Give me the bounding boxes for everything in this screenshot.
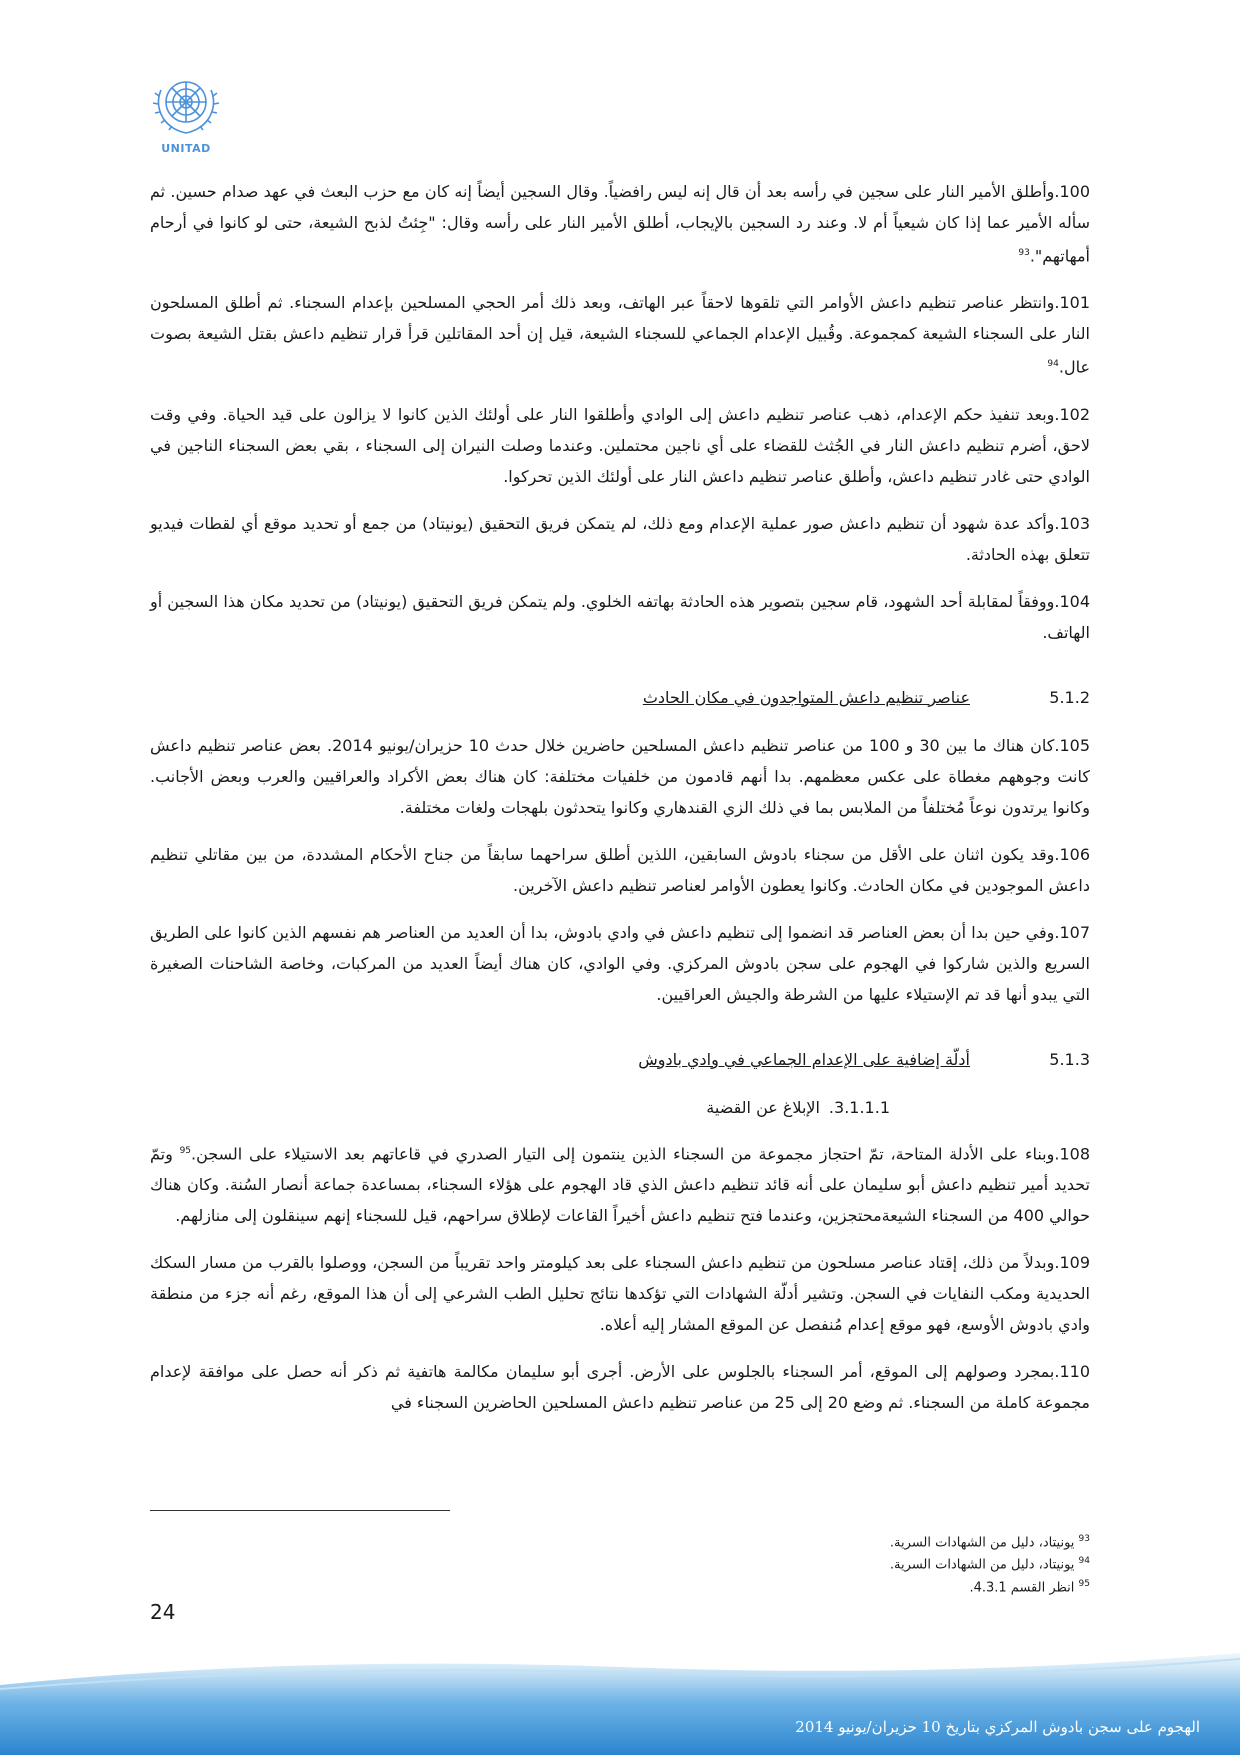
paragraph-number: 100 [1059, 182, 1090, 201]
logo-text: UNITAD [161, 142, 211, 155]
paragraph-103 [150, 508, 1090, 570]
unitad-logo [145, 70, 227, 155]
paragraph-text: .وانتظر عناصر تنظيم داعش الأوامر التي تلقوها لاحقاً عبر الهاتف، وبعد ذلك أمر الحجي المسلحين بإعدام السجناء. ثم أطلق المسلحون النار على السجناء الشيعة كمجموعة. وقُبيل الإعدام الجماعي للسجناء الشيعة، قيل إن أحد المقاتلين قرأ قرار تنظيم داعش بقتل الشيعة بصوت عال. [150, 293, 1090, 377]
footer-wave-graphic [0, 1645, 1240, 1705]
paragraph-104 [150, 586, 1090, 648]
paragraph-109 [150, 1247, 1090, 1340]
footnote-ref[interactable]: 93 [1018, 248, 1030, 258]
main-content [150, 176, 1090, 1434]
footnote-ref[interactable]: 95 [179, 1145, 192, 1156]
footnote-text: يونيتاد، دليل من الشهادات السرية. [889, 1535, 1075, 1551]
section-title: أدلّة إضافية على الإعدام الجماعي في وادي بادوش [638, 1049, 970, 1069]
footnote-number: 95 [1078, 1578, 1090, 1589]
paragraph-text: .وبدلاً من ذلك، إقتاد عناصر مسلحون من تنظيم داعش السجناء على بعد كيلومتر واحد تقريباً من السجن، ووصلوا بالقرب من مسار السكك الحديدية ومكب النفايات في السجن. وتشير أدلّة الشهادات التي تؤكدها نتائج تحليل الطب الشرعي إلى أن هذا الموقع، رغم أنه جزء من منطقة وادي بادوش الأوسع، فهو موقع إعدام مُنفصل عن الموقع المشار إليه أعلاه. [150, 1252, 1090, 1334]
footer-band [0, 1645, 1240, 1755]
paragraph-106 [150, 839, 1090, 901]
paragraph-text: .وفي حين بدا أن بعض العناصر قد انضموا إلى تنظيم داعش في وادي بادوش، بدا أن العديد من العناصر هم نفسهم الذين كانوا على الطريق السريع والذين شاركوا في الهجوم على سجن بادوش المركزي. وفي الوادي، كان هناك أيضاً العديد من المركبات، وخاصة الشاحنات الصغيرة التي يبدو أنها قد تم الإستيلاء عليها من الشرطة والجيش العراقيين. [150, 922, 1090, 1004]
footnote-number: 94 [1078, 1556, 1090, 1567]
footnote-ref[interactable]: 94 [1047, 359, 1059, 370]
footer-title: الهجوم على سجن بادوش المركزي بتاريخ 10 حزيران/يونيو 2014 [795, 1718, 1200, 1736]
paragraph-text-continued: وتمّ تحديد أمير تنظيم داعش أبو سليمان على أنه قائد تنظيم داعش الذي قاد الهجوم على هؤلاء السجناء، بمساعدة جماعة أنصار السُنة. وكان هناك حوالي 400 من السجناء الشيعةمحتجزين، وعندما فتح تنظيم داعش أخيراً القاعات لإطلاق سراحهم، قيل للسجناء إنهم سينقلون إلى منازلهم. [150, 1143, 1090, 1225]
paragraph-number: 108 [1059, 1143, 1090, 1163]
paragraph-text: .وقد يكون اثنان على الأقل من سجناء بادوش السابقين، اللذين أطلق سراحهما سابقاً من جناح الأحكام المشددة، من بين مقاتلي تنظيم داعش الموجودين في مكان الحادث. وكانوا يعطون الأوامر لعناصر تنظيم داعش الآخرين. [150, 844, 1090, 895]
section-title: عناصر تنظيم داعش المتواجدون في مكان الحادث [642, 687, 970, 707]
footnote-separator [150, 1510, 450, 1511]
paragraph-text: .بمجرد وصولهم إلى الموقع، أمر السجناء بالجلوس على الأرض. أجرى أبو سليمان مكالمة هاتفية ثم ذكر أنه حصل على موافقة لإعدام مجموعة كاملة من السجناء. ثم وضع 20 إلى 25 من عناصر تنظيم داعش المسلحين الحاضرين السجناء في [150, 1361, 1090, 1412]
paragraph-number: 101 [1059, 293, 1090, 313]
footnote-text: انظر القسم 4.3.1. [969, 1579, 1075, 1595]
subsection-heading [150, 1092, 1090, 1120]
footnote-94 [570, 1552, 1090, 1574]
section-heading-513 [150, 1044, 1090, 1072]
paragraph-text: .وأطلق الأمير النار على سجين في رأسه بعد أن قال إنه ليس رافضياً. وقال السجين أيضاً إنه كان مع حزب البعث في عهد صدام حسين. ثم سأله الأمير عما إذا كان شيعياً أم لا. وعند رد السجين بالإيجاب، أطلق الأمير النار على رأسه وقال: "جِئتُ لذبح الشيعة، حتى لو كانوا في أرحام أمهاتهم". [150, 182, 1090, 266]
subsection-number: 3.1.1.1. [828, 1097, 890, 1117]
paragraph-110 [150, 1356, 1090, 1418]
paragraph-number: 102 [1059, 404, 1090, 424]
paragraph-number: 109 [1059, 1252, 1090, 1272]
paragraph-text: .وبعد تنفيذ حكم الإعدام، ذهب عناصر تنظيم داعش إلى الوادي وأطلقوا النار على أولئك الذين كانوا لا يزالون على قيد الحياة. وفي وقت لاحق، أضرم تنظيم داعش النار في الجُثث للقضاء على أي ناجين محتملين. وعندما وصلت النيران إلى السجناء ، بقي بعض السجناء الناجين في الوادي حتى غادر تنظيم داعش، وأطلق عناصر تنظيم داعش النار على أولئك الذين تحركوا. [150, 404, 1090, 486]
paragraph-101 [150, 287, 1090, 382]
section-number: 5.1.3 [1049, 1049, 1090, 1069]
paragraph-107 [150, 917, 1090, 1010]
paragraph-number: 105 [1059, 735, 1090, 755]
paragraph-108 [150, 1136, 1090, 1231]
footnotes [570, 1530, 1090, 1597]
paragraph-102 [150, 399, 1090, 492]
paragraph-100 [150, 176, 1090, 271]
subsection-title: الإبلاغ عن القضية [706, 1097, 820, 1117]
paragraph-number: 103 [1059, 513, 1090, 533]
section-number: 5.1.2 [1049, 687, 1090, 707]
paragraph-text: .ووفقاً لمقابلة أحد الشهود، قام سجين بتصوير هذه الحادثة بهاتفه الخلوي. ولم يتمكن فريق التحقيق (يونيتاد) من تحديد مكان هذا السجين أو الهاتف. [150, 591, 1090, 642]
paragraph-number: 106 [1059, 844, 1090, 864]
paragraph-text: .وأكد عدة شهود أن تنظيم داعش صور عملية الإعدام ومع ذلك، لم يتمكن فريق التحقيق (يونيتاد) من جمع أو تحديد موقع أي لقطات فيديو تتعلق بهذه الحادثة. [150, 513, 1090, 564]
paragraph-number: 104 [1059, 591, 1090, 611]
paragraph-text: .كان هناك ما بين 30 و 100 من عناصر تنظيم داعش المسلحين حاضرين خلال حدث 10 حزيران/يونيو 2014. بعض عناصر تنظيم داعش كانت وجوههم مغطاة على عكس معظمهم. بدا أنهم قادمون من خلفيات مختلفة: كان هناك بعض الأكراد والعراقيين والعرب وبعض الأجانب. وكانوا يرتدون نوعاً مُختلفاً من الملابس بما في ذلك الزي القندهاري وكانوا يتحدثون بلهجات ولغات مختلفة. [150, 735, 1090, 817]
footnote-number: 93 [1078, 1534, 1090, 1544]
paragraph-number: 110 [1059, 1361, 1090, 1381]
footnote-93 [570, 1530, 1090, 1552]
footnote-text: يونيتاد، دليل من الشهادات السرية. [889, 1557, 1075, 1573]
paragraph-number: 107 [1059, 922, 1090, 942]
un-emblem-icon [149, 70, 223, 140]
page-number: 24 [150, 1600, 176, 1624]
section-heading-512 [150, 682, 1090, 710]
footnote-95 [570, 1575, 1090, 1597]
paragraph-text: .وبناء على الأدلة المتاحة، تمّ احتجاز مجموعة من السجناء الذين ينتمون إلى التيار الصدري في قاعاتهم بعد الاستيلاء على السجن. [191, 1143, 1060, 1163]
paragraph-105 [150, 730, 1090, 823]
